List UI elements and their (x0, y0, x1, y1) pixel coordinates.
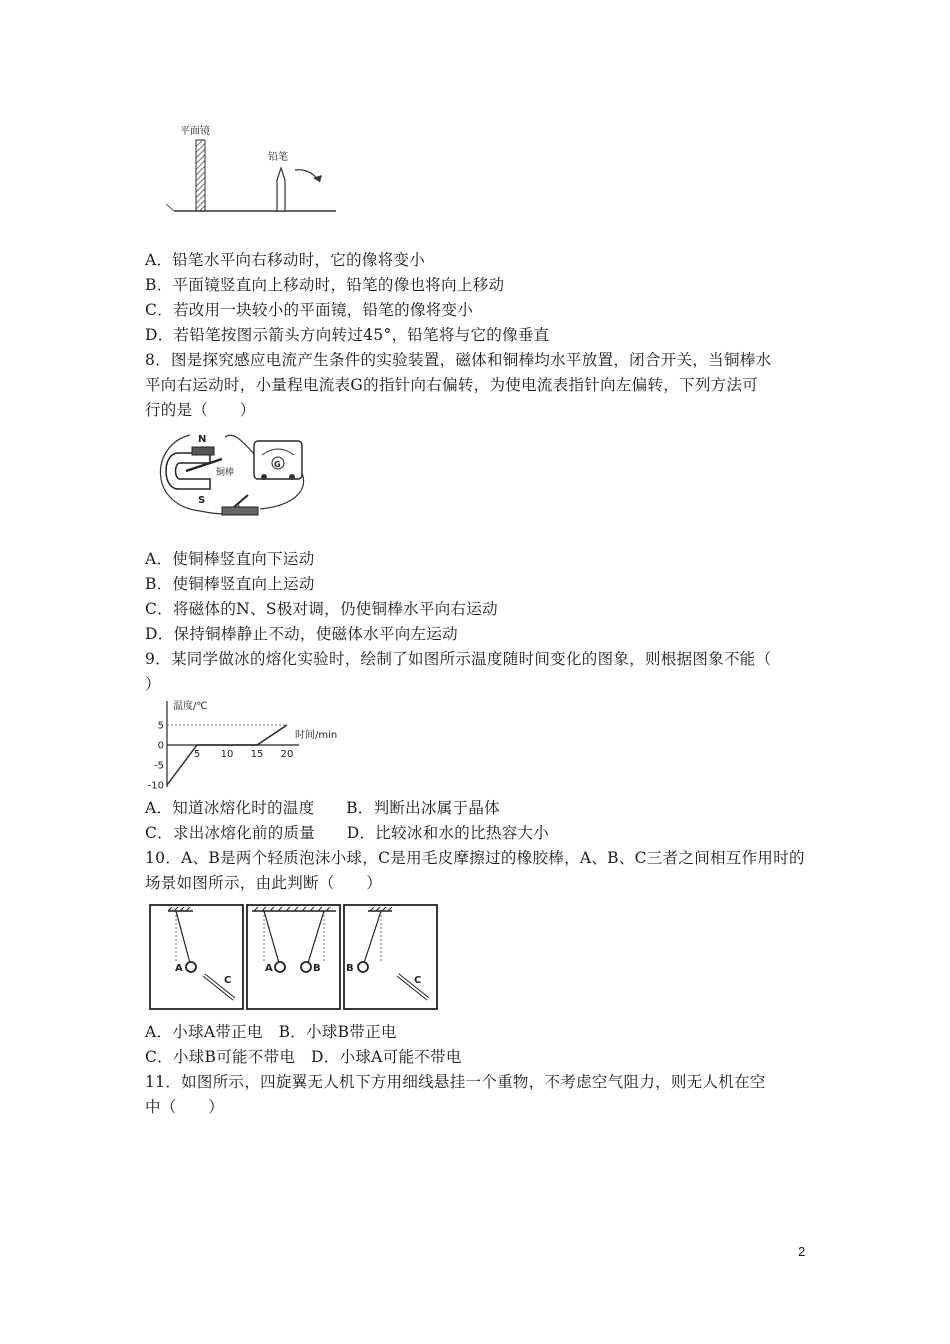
rotation-arrow (295, 170, 320, 182)
panel-2-label-b: B (313, 963, 321, 974)
panel-3-label-c: C (414, 975, 422, 986)
q7-option-c: C．若改用一块较小的平面镜，铅笔的像将变小 (145, 301, 474, 319)
q7-option-b: B．平面镜竖直向上移动时，铅笔的像也将向上移动 (145, 276, 505, 294)
panel-1 (150, 905, 243, 1009)
panel-2 (247, 905, 340, 1009)
panel-3-label-b: B (346, 963, 354, 974)
q8-stem-line-2: 平向右运动时，小量程电流表G的指针向右偏转，为使电流表指针向左偏转，下列方法可 (145, 376, 759, 394)
q9-options-row-2: C．求出冰熔化前的质量 D．比较冰和水的比热容大小 (145, 824, 550, 842)
graph-x-tick-label: 20 (280, 749, 294, 760)
q9-stem-line-1: 9．某同学做冰的熔化实验时，绘制了如图所示温度随时间变化的图象，则根据图象不能（ (145, 650, 772, 668)
q7-option-d: D．若铅笔按图示箭头方向转过45°，铅笔将与它的像垂直 (145, 326, 550, 344)
graph-ylabel: 温度/℃ (173, 701, 208, 712)
q10-stem-line-1: 10．A、B是两个轻质泡沫小球，C是用毛皮摩擦过的橡胶棒，A、B、C三者之间相互作用时的 (145, 849, 805, 867)
q9-stem-line-2: ） (145, 675, 161, 693)
q11-stem-line-1: 11．如图所示，四旋翼无人机下方用细线悬挂一个重物，不考虑空气阻力，则无人机在空 (145, 1073, 766, 1091)
graph-x-tick-label: 15 (250, 749, 264, 760)
ball-interaction-figure (148, 903, 440, 1011)
induction-apparatus-figure (150, 425, 315, 525)
q10-options-row-2: C．小球B可能不带电 D．小球A可能不带电 (145, 1048, 462, 1066)
panel-1-label-a: A (175, 963, 183, 974)
copper-rod-label: 铜棒 (216, 468, 235, 478)
switch-lever (234, 495, 248, 507)
q10-options-row-1: A．小球A带正电 B．小球B带正电 (145, 1023, 397, 1041)
pencil-label: 铅笔 (268, 152, 288, 163)
panel-3 (344, 905, 437, 1009)
graph-y-tick-label: -5 (154, 760, 164, 772)
switch-base (222, 507, 258, 515)
south-pole-label: S (198, 495, 206, 506)
q8-option-c: C．将磁体的N、S极对调，仍使铜棒水平向右运动 (145, 600, 498, 618)
graph-xlabel: 时间/min (295, 730, 338, 741)
q8-option-b: B．使铜棒竖直向上运动 (145, 575, 315, 593)
graph-y-tick-label: 0 (157, 740, 164, 752)
pencil (277, 168, 285, 211)
plane-mirror (196, 140, 205, 211)
graph-y-tick-label: 5 (157, 720, 164, 732)
q10-stem-line-2: 场景如图所示，由此判断（ ） (145, 874, 383, 892)
q8-stem-line-3: 行的是（ ） (145, 401, 256, 419)
page-number: 2 (798, 1244, 806, 1259)
mirror-label: 平面镜 (180, 126, 210, 137)
north-pole-label: N (198, 434, 207, 445)
panel-2-label-a: A (265, 963, 273, 974)
graph-y-tick-label: -10 (147, 780, 164, 792)
q8-option-a: A．使铜棒竖直向下运动 (145, 550, 315, 568)
q8-option-d: D．保持铜棒静止不动，使磁体水平向左运动 (145, 625, 458, 643)
q8-stem-line-1: 8．图是探究感应电流产生条件的实验装置，磁体和铜棒均水平放置，闭合开关，当铜棒水 (145, 351, 772, 369)
graph-x-tick-label: 10 (220, 749, 234, 760)
q9-options-row-1: A．知道冰熔化时的温度 B．判断出冰属于晶体 (145, 799, 500, 817)
galvanometer-label: G (274, 460, 281, 469)
q7-option-a: A．铅笔水平向右移动时，它的像将变小 (145, 251, 426, 269)
mirror-pencil-figure (160, 120, 350, 220)
graph-x-tick-label: 5 (193, 749, 201, 760)
q11-stem-line-2: 中（ ） (145, 1098, 225, 1116)
panel-1-label-c: C (224, 975, 232, 986)
temperature-time-graph (145, 697, 355, 795)
